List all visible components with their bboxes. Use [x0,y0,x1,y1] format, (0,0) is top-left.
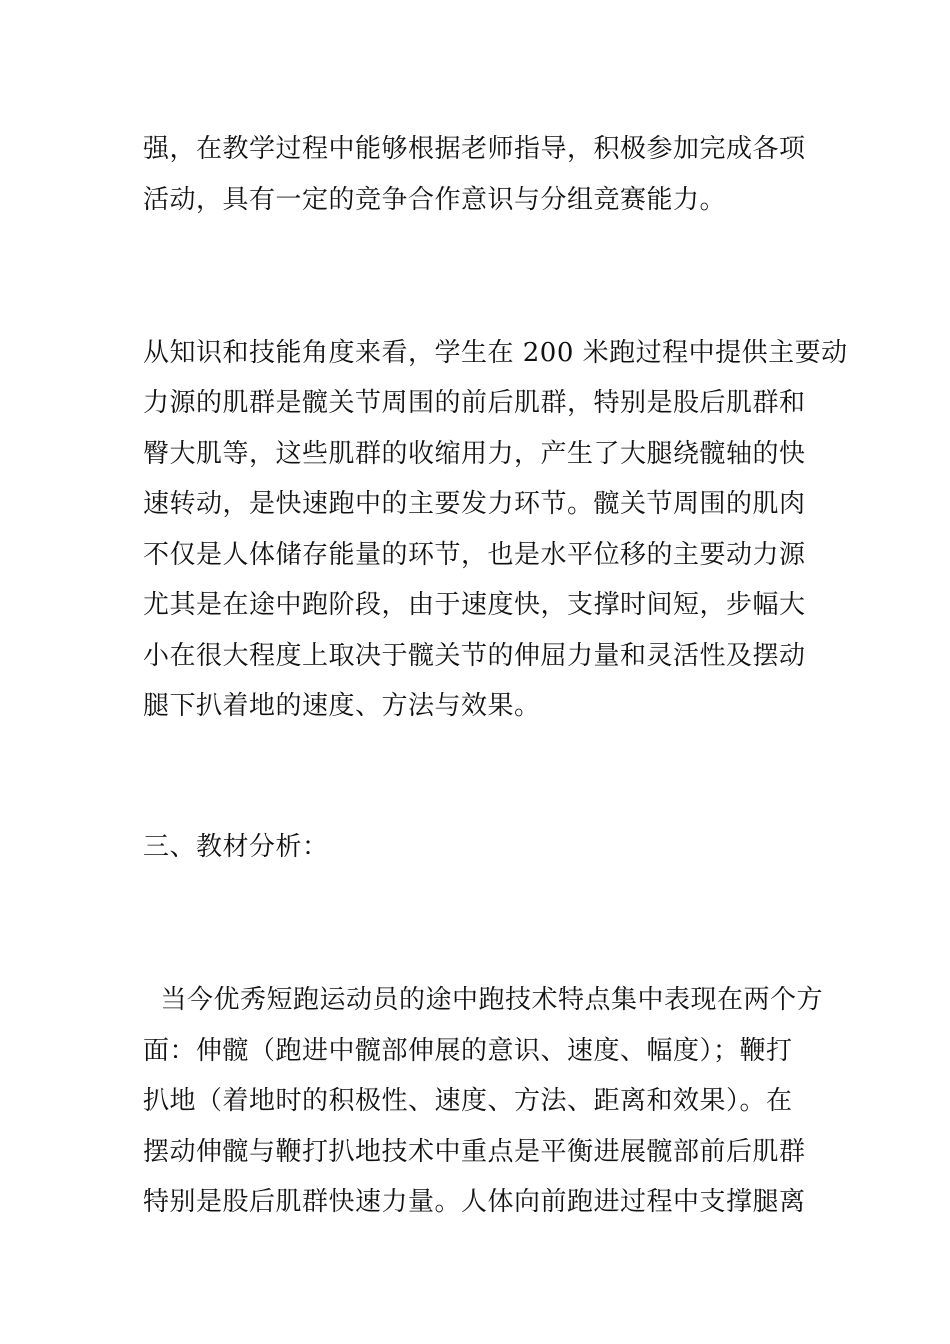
section-heading: 三、教材分析： [143,832,329,862]
text-line: 速转动，是快速跑中的主要发力环节。髋关节周围的肌肉 [143,489,806,519]
text-line: 不仅是人体储存能量的环节，也是水平位移的主要动力源 [143,540,806,570]
text-line: 从知识和技能角度来看，学生在 200 米跑过程中提供主要动 [143,338,848,368]
text-line: 活动，具有一定的竞争合作意识与分组竞赛能力。 [143,185,727,215]
text-line: 小在很大程度上取决于髋关节的伸屈力量和灵活性及摆动 [143,641,806,671]
text-line: 特别是股后肌群快速力量。人体向前跑进过程中支撑腿离 [143,1187,806,1217]
text-line: 摆动伸髋与鞭打扒地技术中重点是平衡进展髋部前后肌群 [143,1137,806,1167]
text-line: 尤其是在途中跑阶段，由于速度快，支撑时间短，步幅大 [143,590,806,620]
text-line: 臀大肌等，这些肌群的收缩用力，产生了大腿绕髋轴的快 [143,439,806,469]
text-line: 面：伸髋（跑进中髋部伸展的意识、速度、幅度）；鞭打 [143,1036,793,1066]
text-line: 力源的肌群是髋关节周围的前后肌群，特别是股后肌群和 [143,388,806,418]
text-line: 强，在教学过程中能够根据老师指导，积极参加完成各项 [143,134,806,164]
text-line: 腿下扒着地的速度、方法与效果。 [143,691,541,721]
text-line: 当今优秀短跑运动员的途中跑技术特点集中表现在两个方 [143,985,824,1015]
text-line: 扒地（着地时的积极性、速度、方法、距离和效果）。在 [143,1086,793,1116]
